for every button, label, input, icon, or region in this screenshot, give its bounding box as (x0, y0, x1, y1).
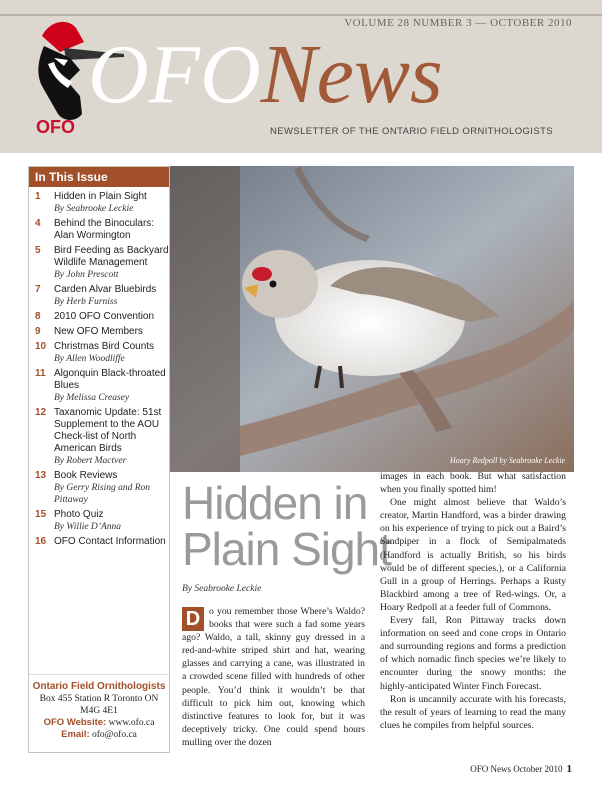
contact-website-line (29, 717, 169, 729)
toc-item[interactable] (29, 470, 169, 506)
toc-item[interactable] (29, 407, 169, 467)
toc-title: 2010 OFO Convention (54, 311, 155, 322)
toc-page-number: 4 (35, 218, 41, 229)
toc-page-number: 12 (35, 407, 47, 418)
page-footer (470, 763, 572, 775)
article-column-2 (380, 470, 566, 732)
email-label: Email: (61, 729, 90, 740)
toc-title: Photo Quiz (54, 509, 104, 520)
sidebar-header: In This Issue (29, 167, 169, 187)
toc-page-number: 1 (35, 191, 41, 202)
article-column-1 (182, 605, 365, 749)
toc-page-number: 7 (35, 284, 41, 295)
article-paragraph-3: One might almost believe that Waldo’s creator, Martin Handford, was a birder drawing on his experience of trying to pick out a Baird’s Sandpiper in a flock of Semipalmateds (Handford is actually British, so his birds would be of different species.), or a California Gull in a group of Herrings. Perhaps a Rusty Blackbird among a tree of Red-wings. Or, a Hoary Redpoll at a feeder full of Commons. (380, 497, 566, 613)
toc-item[interactable] (29, 326, 169, 338)
drop-cap: D (182, 607, 204, 631)
toc-author: By Herb Furniss (54, 297, 118, 307)
contact-address: Box 455 Station R Toronto ON M4G 4E1 (39, 694, 159, 716)
toc-page-number: 10 (35, 341, 47, 352)
toc-author: By Seabrooke Leckie (54, 204, 134, 214)
article-paragraph-1 (182, 605, 365, 749)
masthead (0, 0, 602, 153)
toc-title: Carden Alvar Bluebirds (54, 284, 157, 295)
toc-title: Christmas Bird Counts (54, 341, 155, 352)
article-paragraph-5: Ron is uncannily accurate with his forecasts, the result of years of learning to read the many clues he compiles from helpful sources. (380, 693, 566, 731)
article-headline (182, 477, 391, 575)
website-link[interactable]: www.ofo.ca (108, 718, 155, 728)
toc-page-number: 16 (35, 536, 47, 547)
toc-page-number: 13 (35, 470, 47, 481)
table-of-contents (29, 191, 169, 548)
in-this-issue-sidebar (28, 166, 170, 753)
toc-item[interactable] (29, 368, 169, 404)
website-label: OFO Website: (43, 717, 107, 728)
toc-title: Taxanomic Update: 51st Supplement to the AOU Check-list of North American Birds (54, 407, 162, 454)
paragraph-1-text: o you remember those Where’s Waldo? books that were such a fad some years ago? Waldo, a tall, skinny guy dressed in a red-and-white striped shirt and hat, wearing glasses and carrying a cane, was illustrated in a crowded scene filled with hundreds of other people. You’d think it wouldn’t be that difficult to pick him out, knowing which distinctive features to look for, but it was deceptively tricky. One could spend hours mulling over the dozen (182, 606, 365, 748)
logo-text: OFO (36, 117, 75, 137)
volume-line: VOLUME 28 NUMBER 3 — OCTOBER 2010 (344, 17, 572, 29)
brand-news: News (260, 28, 443, 121)
toc-item[interactable] (29, 191, 169, 215)
headline-line-2: Plain Sight (182, 523, 391, 575)
toc-author: By Willie D’Anna (54, 522, 122, 532)
toc-author: By Melissa Creasey (54, 393, 130, 403)
hoary-redpoll-photo (170, 166, 574, 472)
toc-item[interactable] (29, 218, 169, 242)
toc-page-number: 8 (35, 311, 41, 322)
masthead-rule (0, 14, 602, 16)
contact-org: Ontario Field Ornithologists (32, 681, 166, 692)
toc-item[interactable] (29, 245, 169, 281)
contact-email-line (29, 729, 169, 741)
toc-item[interactable] (29, 341, 169, 365)
newsletter-subtitle: NEWSLETTER OF THE ONTARIO FIELD ORNITHOLOGISTS (270, 126, 554, 137)
toc-author: By Gerry Rising and Ron Pittaway (54, 483, 151, 505)
toc-page-number: 9 (35, 326, 41, 337)
toc-author: By Allen Woodliffe (54, 354, 125, 364)
toc-page-number: 5 (35, 245, 41, 256)
article-byline: By Seabrooke Leckie (182, 584, 262, 594)
toc-title: OFO Contact Information (54, 536, 166, 547)
toc-title: Bird Feeding as Backyard Wildlife Management (54, 245, 169, 268)
article-paragraph-2: images in each book. But what satisfaction when you finally spotted him! (380, 471, 566, 496)
cover-photo (170, 166, 574, 472)
toc-item[interactable] (29, 284, 169, 308)
toc-title: Hidden in Plain Sight (54, 191, 147, 202)
brand-title (88, 30, 443, 120)
page-number: 1 (566, 763, 572, 775)
brand-ofo: OFO (88, 28, 261, 121)
toc-title: Algonquin Black-throated Blues (54, 368, 166, 391)
toc-item[interactable] (29, 509, 169, 533)
toc-title: New OFO Members (54, 326, 143, 337)
photo-caption: Hoary Redpoll by Seabrooke Leckie (450, 456, 566, 465)
toc-title: Book Reviews (54, 470, 118, 481)
email-link[interactable]: ofo@ofo.ca (92, 730, 137, 740)
toc-author: By John Prescott (54, 270, 119, 280)
toc-title: Behind the Binoculars: Alan Wormington (54, 218, 155, 241)
toc-page-number: 11 (35, 368, 46, 379)
toc-item[interactable] (29, 536, 169, 548)
footer-label: OFO News October 2010 (470, 764, 563, 774)
headline-line-1: Hidden in (182, 477, 368, 529)
contact-box (29, 674, 169, 752)
toc-page-number: 15 (35, 509, 47, 520)
toc-item[interactable] (29, 311, 169, 323)
article-paragraph-4: Every fall, Ron Pittaway tracks down information on seed and cone crops in Ontario and surrounding regions and forms a prediction of which nomadic finch species we’re likely to encounter during the snowy months: the highly-anticipated Winter Finch Forecast. (380, 615, 566, 692)
toc-author: By Robert Mactver (54, 456, 127, 466)
